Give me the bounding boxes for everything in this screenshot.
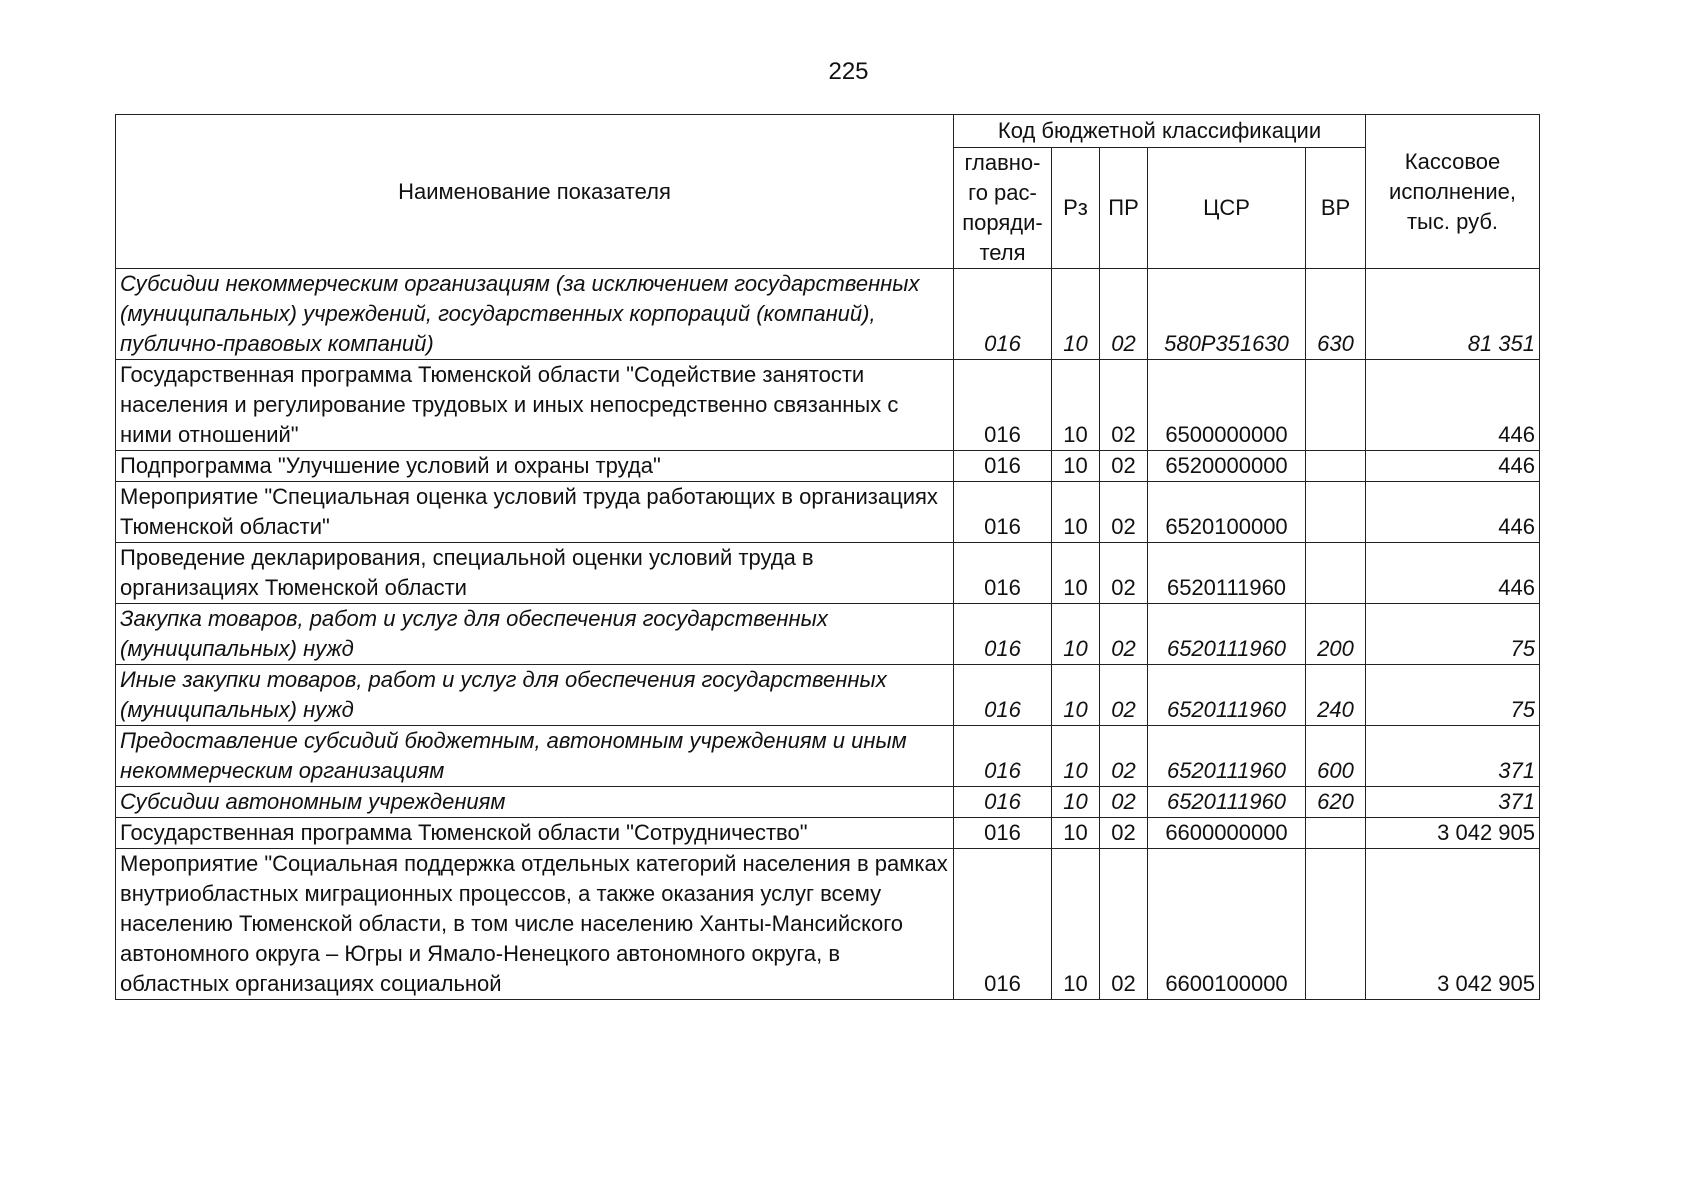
row-amount: 371 (1366, 726, 1540, 787)
table-row (116, 604, 1540, 665)
table-row (116, 818, 1540, 849)
table-row (116, 849, 1540, 1000)
table-row (116, 451, 1540, 482)
row-amount: 81 351 (1366, 269, 1540, 360)
row-glav: 016 (954, 269, 1052, 360)
row-name: Подпрограмма "Улучшение условий и охраны труда" (116, 451, 954, 482)
row-vr (1306, 482, 1366, 543)
row-name: Мероприятие "Специальная оценка условий труда работающих в организациях Тюменской области" (116, 482, 954, 543)
header-rz: Рз (1052, 148, 1100, 269)
row-pr: 02 (1100, 726, 1148, 787)
row-csr: 580P351630 (1148, 269, 1306, 360)
row-name: Проведение декларирования, специальной оценки условий труда в организациях Тюменской области (116, 543, 954, 604)
row-csr: 6520111960 (1148, 604, 1306, 665)
header-name: Наименование показателя (116, 115, 954, 269)
row-amount: 3 042 905 (1366, 818, 1540, 849)
row-amount: 75 (1366, 665, 1540, 726)
row-name: Предоставление субсидий бюджетным, автономным учреждениям и иным некоммерческим организациям (116, 726, 954, 787)
row-amount: 75 (1366, 604, 1540, 665)
row-glav: 016 (954, 818, 1052, 849)
row-vr: 240 (1306, 665, 1366, 726)
row-name: Субсидии некоммерческим организациям (за исключением государственных (муниципальных) учреждений, государственных корпораций (компаний), публично-правовых компаний) (116, 269, 954, 360)
row-name: Иные закупки товаров, работ и услуг для обеспечения государственных (муниципальных) нужд (116, 665, 954, 726)
header-cash-line: тыс. руб. (1406, 208, 1499, 234)
row-pr: 02 (1100, 269, 1148, 360)
row-glav: 016 (954, 482, 1052, 543)
row-vr: 200 (1306, 604, 1366, 665)
row-vr: 620 (1306, 787, 1366, 818)
header-vr: ВР (1306, 148, 1366, 269)
header-glav (954, 148, 1052, 269)
row-pr: 02 (1100, 665, 1148, 726)
row-vr: 600 (1306, 726, 1366, 787)
header-row-top (116, 115, 1540, 148)
row-pr: 02 (1100, 482, 1148, 543)
row-csr: 6520111960 (1148, 665, 1306, 726)
table-body (116, 269, 1540, 1000)
row-amount: 446 (1366, 482, 1540, 543)
row-glav: 016 (954, 665, 1052, 726)
row-vr (1306, 543, 1366, 604)
header-glav-line: поряди- (962, 210, 1043, 235)
table-row (116, 482, 1540, 543)
row-vr (1306, 818, 1366, 849)
row-glav: 016 (954, 849, 1052, 1000)
row-rz: 10 (1052, 269, 1100, 360)
row-rz: 10 (1052, 849, 1100, 1000)
table-row (116, 360, 1540, 451)
row-pr: 02 (1100, 360, 1148, 451)
row-glav: 016 (954, 787, 1052, 818)
row-amount: 446 (1366, 543, 1540, 604)
row-rz: 10 (1052, 818, 1100, 849)
row-csr: 6500000000 (1148, 360, 1306, 451)
table-row (116, 726, 1540, 787)
row-rz: 10 (1052, 543, 1100, 604)
header-glav-line: главно- (964, 150, 1041, 175)
row-pr: 02 (1100, 818, 1148, 849)
row-name: Закупка товаров, работ и услуг для обеспечения государственных (муниципальных) нужд (116, 604, 954, 665)
row-amount: 446 (1366, 451, 1540, 482)
row-csr: 6520000000 (1148, 451, 1306, 482)
header-glav-line: теля (979, 240, 1026, 265)
row-rz: 10 (1052, 726, 1100, 787)
header-glav-line: го рас- (968, 180, 1037, 205)
page-number: 225 (828, 58, 869, 85)
row-glav: 016 (954, 543, 1052, 604)
row-rz: 10 (1052, 360, 1100, 451)
row-amount: 446 (1366, 360, 1540, 451)
row-name: Государственная программа Тюменской области "Сотрудничество" (116, 818, 954, 849)
row-pr: 02 (1100, 604, 1148, 665)
header-pr: ПР (1100, 148, 1148, 269)
row-pr: 02 (1100, 849, 1148, 1000)
row-amount: 3 042 905 (1366, 849, 1540, 1000)
row-pr: 02 (1100, 543, 1148, 604)
row-vr (1306, 451, 1366, 482)
row-name: Государственная программа Тюменской области "Содействие занятости населения и регулирование трудовых и иных непосредственно связанных с ними отношений" (116, 360, 954, 451)
row-csr: 6520100000 (1148, 482, 1306, 543)
header-code-group: Код бюджетной классификации (954, 115, 1366, 148)
table-row (116, 543, 1540, 604)
row-glav: 016 (954, 726, 1052, 787)
row-vr (1306, 849, 1366, 1000)
table-row (116, 269, 1540, 360)
row-vr: 630 (1306, 269, 1366, 360)
row-pr: 02 (1100, 451, 1148, 482)
row-rz: 10 (1052, 482, 1100, 543)
header-cash (1366, 115, 1540, 269)
row-rz: 10 (1052, 451, 1100, 482)
row-name: Мероприятие "Социальная поддержка отдельных категорий населения в рамках внутриобластных миграционных процессов, а также оказания услуг всему населению Тюменской области, в том числе населению Ханты-Мансийского автономного округа – Югры и Ямало-Ненецкого автономного округа, в областных организациях социальной (116, 849, 954, 1000)
table-row (116, 787, 1540, 818)
row-csr: 6520111960 (1148, 787, 1306, 818)
row-glav: 016 (954, 451, 1052, 482)
row-rz: 10 (1052, 604, 1100, 665)
header-cash-line: Кассовое (1404, 148, 1501, 174)
row-vr (1306, 360, 1366, 451)
row-glav: 016 (954, 604, 1052, 665)
row-amount: 371 (1366, 787, 1540, 818)
row-rz: 10 (1052, 787, 1100, 818)
row-pr: 02 (1100, 787, 1148, 818)
row-csr: 6520111960 (1148, 543, 1306, 604)
table-row (116, 665, 1540, 726)
row-csr: 6520111960 (1148, 726, 1306, 787)
row-csr: 6600100000 (1148, 849, 1306, 1000)
row-csr: 6600000000 (1148, 818, 1306, 849)
row-glav: 016 (954, 360, 1052, 451)
header-csr: ЦСР (1148, 148, 1306, 269)
row-name: Субсидии автономным учреждениям (116, 787, 954, 818)
header-cash-line: исполнение, (1389, 178, 1516, 204)
budget-table (115, 114, 1540, 1000)
row-rz: 10 (1052, 665, 1100, 726)
